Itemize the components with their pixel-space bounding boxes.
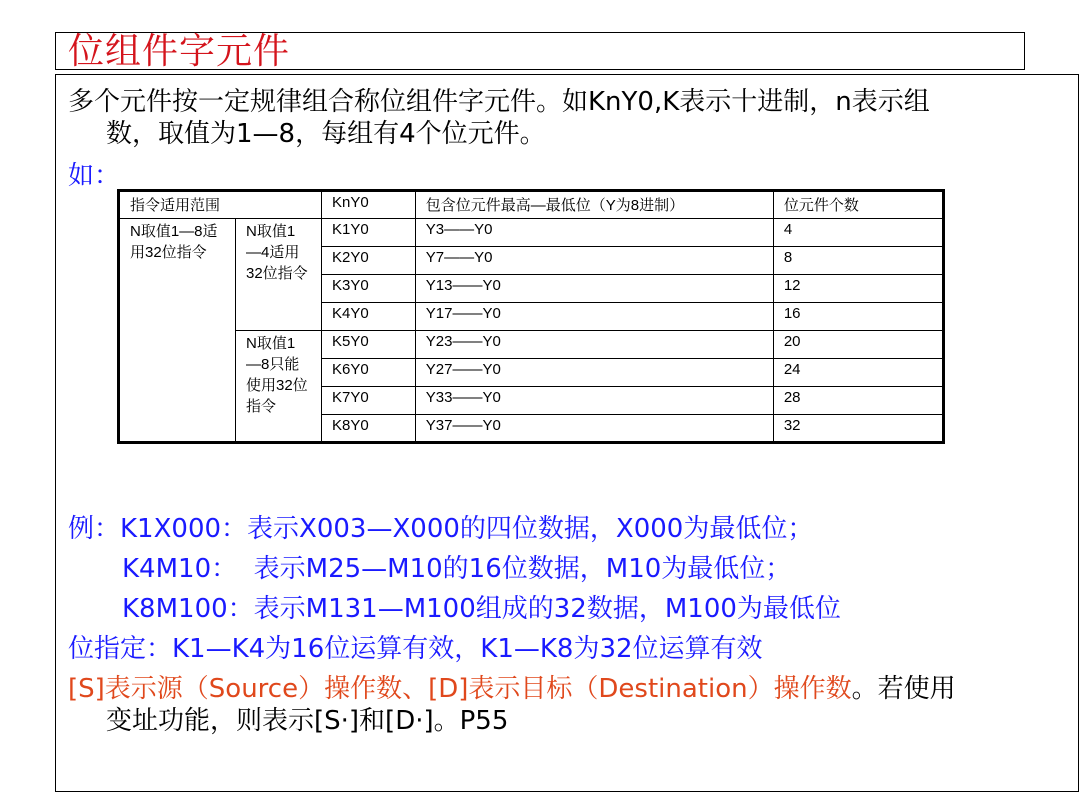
intro-line-2: 数，取值为1—8，每组有4个位元件。: [106, 119, 546, 149]
note-line-1: [68, 673, 956, 705]
header-kny0: KnY0: [321, 191, 415, 219]
knY0-table: [117, 189, 945, 444]
k-cell: K3Y0: [321, 275, 415, 303]
group-a-label: N取值1—4适用32位指令: [246, 223, 308, 282]
range-cell: Y27——Y0: [415, 359, 773, 387]
count-cell: 32: [773, 415, 943, 443]
range-cell: Y33——Y0: [415, 387, 773, 415]
count-cell: 20: [773, 331, 943, 359]
k-cell: K4Y0: [321, 303, 415, 331]
k-cell: K6Y0: [321, 359, 415, 387]
group-outer-cell: [119, 219, 236, 443]
range-cell: Y3——Y0: [415, 219, 773, 247]
count-cell: 12: [773, 275, 943, 303]
group-b-label: N取值1—8只能使用32位指令: [246, 335, 308, 415]
note-tail: 。若使用: [851, 674, 956, 704]
example-line-3: K8M100：表示M131—M100组成的32数据，M100为最低位: [122, 594, 841, 624]
table-row: [119, 331, 944, 359]
k-cell: K7Y0: [321, 387, 415, 415]
range-cell: Y23——Y0: [415, 331, 773, 359]
table-row: [119, 219, 944, 247]
intro-line-1: 多个元件按一定规律组合称位组件字元件。如KnY0,K表示十进制，n表示组: [68, 87, 930, 117]
k-cell: K8Y0: [321, 415, 415, 443]
example-line-1: 例：K1X000：表示X003—X000的四位数据，X000为最低位；: [68, 514, 814, 544]
title-box: [55, 32, 1025, 70]
count-cell: 8: [773, 247, 943, 275]
group-a-cell: [236, 219, 322, 331]
table-header-row: [119, 191, 944, 219]
range-cell: Y37——Y0: [415, 415, 773, 443]
group-b-cell: [236, 331, 322, 443]
bit-spec-line: 位指定：K1—K4为16位运算有效，K1—K8为32位运算有效: [68, 634, 763, 664]
intro-paragraph: [68, 86, 1068, 150]
k-cell: K1Y0: [321, 219, 415, 247]
note-line-2: 变址功能，则表示[S·]和[D·]。P55: [106, 706, 509, 736]
example-label: 如：: [68, 161, 121, 191]
range-cell: Y13——Y0: [415, 275, 773, 303]
header-range: 包含位元件最高—最低位（Y为8进制）: [415, 191, 773, 219]
k-cell: K2Y0: [321, 247, 415, 275]
range-cell: Y7——Y0: [415, 247, 773, 275]
header-count: 位元件个数: [773, 191, 943, 219]
header-scope: 指令适用范围: [119, 191, 322, 219]
example-line-2: K4M10： 表示M25—M10的16位数据，M10为最低位；: [122, 554, 792, 584]
operand-note: [S]表示源（Source）操作数、[D]表示目标（Destination）操作数: [68, 674, 852, 704]
k-cell: K5Y0: [321, 331, 415, 359]
count-cell: 16: [773, 303, 943, 331]
count-cell: 28: [773, 387, 943, 415]
count-cell: 4: [773, 219, 943, 247]
page-title: 位组件字元件: [68, 31, 291, 72]
range-cell: Y17——Y0: [415, 303, 773, 331]
group-outer-label: N取值1—8适用32位指令: [130, 223, 218, 261]
count-cell: 24: [773, 359, 943, 387]
